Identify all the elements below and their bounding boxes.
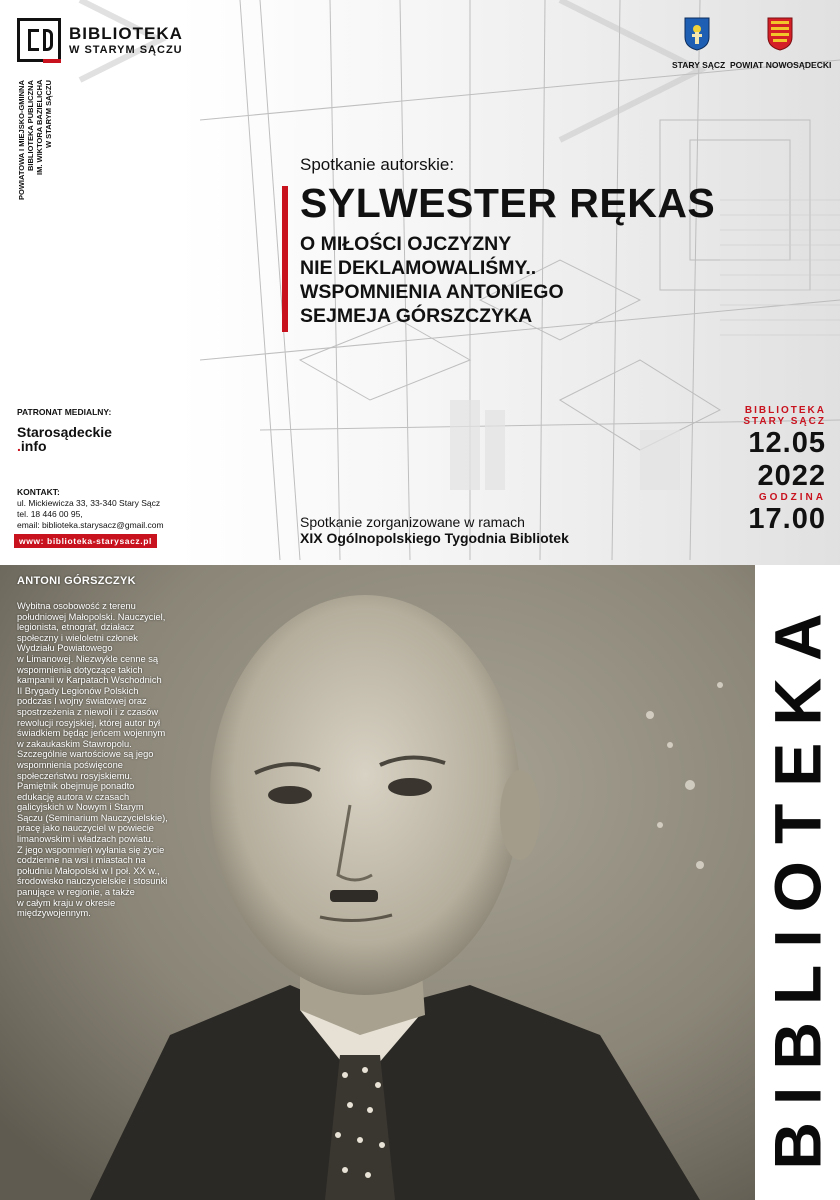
media-suffix: info — [20, 438, 47, 454]
event-time-label: GODZINA — [758, 492, 826, 503]
event-year: 2022 — [757, 460, 826, 492]
powiat-crest — [730, 17, 830, 70]
contact-phone: tel. 18 446 00 95, — [17, 509, 83, 519]
logo-line-1: BIBLIOTEKA — [69, 23, 183, 43]
crest-label: POWIAT NOWOSĄDECKI — [730, 60, 832, 70]
book-title — [300, 232, 564, 328]
library-logo-icon — [17, 18, 61, 62]
media-partner-logo — [17, 425, 112, 453]
library-name-line: W STARYM SĄCZU — [44, 80, 53, 148]
event-date-block — [743, 405, 826, 536]
book-title-line: NIE DEKLAMOWALIŚMY.. — [300, 257, 537, 279]
side-banner — [755, 565, 840, 1200]
biography-heading: ANTONI GÓRSZCZYK — [17, 575, 136, 587]
book-title-line: SEJMEJA GÓRSZCZYKA — [300, 305, 533, 327]
logo-line-2: W STARYM SĄCZU — [69, 43, 183, 56]
contact-address: ul. Mickiewicza 33, 33-340 Stary Sącz — [17, 498, 161, 508]
patronage-heading: PATRONAT MEDIALNY: — [17, 407, 112, 417]
media-patronage — [17, 407, 112, 453]
contact-email: email: biblioteka.starysacz@gmail.com — [17, 520, 164, 530]
crest-label: STARY SĄCZ — [672, 60, 726, 70]
biography-text: Wybitna osobowość z terenu południowej Małopolski. Nauczyciel, legionista, etnograf, działacz społeczny i wieloletni członek Wydziału Powiatowego w Limanowej. Niezwykle cenne są wspomnienia dotyczące takich kampanii w Karpatach Wschodnich II Brygady Legionów Polskich podczas I wojny światowej oraz spostrzeżenia z niewoli i z czasów rewolucji rosyjskiej, której autor był świadkiem będąc jeńcem wojennym w zakaukaskim Stawropolu. Szczególnie wartościowe są jego wspomnienia poświęcone społeczeństwu rosyjskiemu. Pamiętnik obejmuje ponadto edukację autora w czasach galicyjskich w Nowym i Starym Sączu (Seminarium Nauczycielskie), pracę jako nauczyciel w powiecie limanowskim i władzach powiatu. Z jego wspomnień wyłania się życie codzienne na wsi i miastach na południu Małopolski w I poł. XX w., środowisko nauczycielskie i stosunki panujące w regionie, a także w całym kraju w okresie międzywojennym. — [17, 601, 168, 919]
organized-note — [300, 514, 569, 546]
library-name-line: BIBLIOTEKA PUBLICZNA — [26, 80, 35, 171]
website-link[interactable]: www: biblioteka-starysacz.pl — [14, 534, 157, 548]
book-title-line: WSPOMNIENIA ANTONIEGO — [300, 281, 564, 303]
biography — [17, 575, 217, 919]
side-word: BIBLIOTEKA — [760, 595, 835, 1170]
event-date: 12.05 — [748, 427, 826, 459]
stary-sacz-crest-icon — [684, 17, 710, 51]
organized-line-1: Spotkanie zorganizowane w ramach — [300, 514, 525, 530]
title-accent-bar — [282, 186, 288, 332]
event-place-line: STARY SĄCZ — [743, 416, 826, 427]
contact-block — [17, 487, 164, 531]
contact-heading: KONTAKT: — [17, 487, 60, 497]
organized-line-2: XIX Ogólnopolskiego Tygodnia Bibliotek — [300, 530, 569, 546]
event-intro: Spotkanie autorskie: — [300, 155, 455, 174]
library-name-line: POWIATOWA I MIEJSKO-GMINNA — [17, 80, 26, 200]
library-logo — [17, 18, 183, 62]
library-full-name — [17, 80, 53, 210]
book-title-line: O MIŁOŚCI OJCZYZNY — [300, 233, 512, 255]
stary-sacz-crest — [672, 17, 726, 70]
event-time: 17.00 — [748, 503, 826, 535]
powiat-crest-icon — [767, 17, 793, 51]
author-name: SYLWESTER RĘKAS — [300, 180, 716, 226]
library-name-line: IM. WIKTORA BAZIELICHA — [35, 80, 44, 176]
event-place-line: BIBLIOTEKA — [744, 405, 826, 416]
media-dot: . — [17, 438, 21, 454]
media-name: Starosądeckie — [17, 424, 112, 440]
